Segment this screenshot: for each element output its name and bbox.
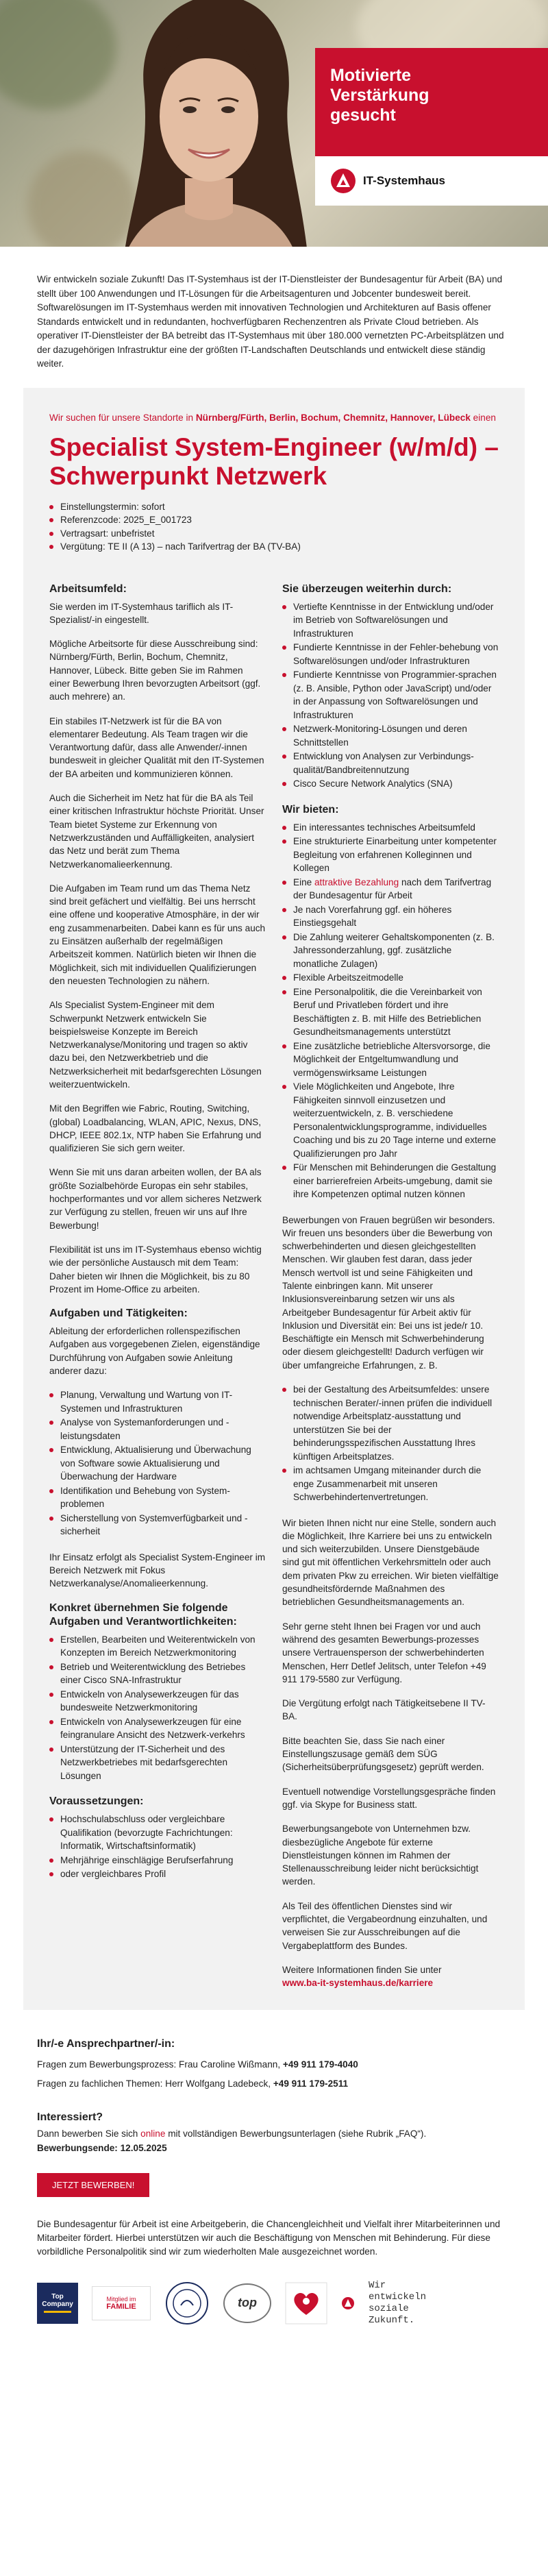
list-item: Eine strukturierte Einarbeitung unter kompetenter Begleitung von erfahrenen Kolleginnen und Kollegen xyxy=(282,835,499,875)
list-item: oder vergleichbares Profil xyxy=(49,1867,266,1881)
list-item: Flexible Arbeitszeitmodelle xyxy=(282,971,499,985)
list-item: Entwickeln von Analysewerkzeugen für eine feingranulare Ansicht des Netzwerk-verkehrs xyxy=(49,1715,266,1742)
list-item: Eine zusätzliche betriebliche Altersvorsorge, die Möglichkeit der Entgeltumwandlung und vermögenswirksame Leistungen xyxy=(282,1040,499,1080)
list-item: Cisco Secure Network Analytics (SNA) xyxy=(282,777,499,791)
benefits-list xyxy=(282,821,499,1201)
paragraph: Als Specialist System-Engineer mit dem Schwerpunkt Netzwerk entwickeln Sie beispielsweise Konzepte im Bereich Netzwerkanalyse/Monitoring und tragen so aktiv dazu bei, den Netzwerkbetrieb und die Netzwerksicherheit mit bedarfsgerechten Lösungen weiterzuentwickeln. xyxy=(49,1000,262,1090)
more-info: Weitere Informationen finden Sie unter www.ba-it-systemhaus.de/karriere xyxy=(282,1964,442,1989)
list-item: Netzwerk-Monitoring-Lösungen und deren Schnittstellen xyxy=(282,722,499,749)
ba-logo-icon xyxy=(341,2296,355,2310)
list-item: Unterstützung der IT-Sicherheit und des Netzwerkbetriebes mit bedarfsgerechten Lösungen xyxy=(49,1743,266,1783)
list-item: Erstellen, Bearbeiten und Weiterentwickeln von Konzepten im Bereich Netzwerkmonitoring xyxy=(49,1633,266,1660)
paragraph: Ableitung der erforderlichen rollenspezifischen Aufgaben aus vorgegebenen Zielen, eigenständige Durchführung von Aufgaben sowie Anleitung anderer dazu: xyxy=(49,1326,260,1377)
section-heading: Konkret übernehmen Sie folgende Aufgaben und Verantwortlichkeiten: xyxy=(49,1602,237,1628)
tasks-list xyxy=(49,1388,266,1538)
list-item: Mehrjährige einschlägige Berufserfahrung xyxy=(49,1854,266,1867)
section-heading: Arbeitsumfeld: xyxy=(49,582,127,595)
section-heading: Interessiert? xyxy=(37,2111,103,2124)
list-item: Für Menschen mit Behinderungen die Gestaltung einer barrierefreien Arbeits-umgebung, damit sie ihre Kompetenzen optimal nutzen können xyxy=(282,1161,499,1201)
list-item: Entwicklung, Aktualisierung und Überwachung von Software sowie Aktualisierung und Überwachung der Hardware xyxy=(49,1443,266,1484)
promo-box xyxy=(315,48,548,206)
list-item: Ein interessantes technisches Arbeitsumfeld xyxy=(282,821,499,835)
paragraph: Sehr gerne steht Ihnen bei Fragen vor und auch während des gesamten Bewerbungs-prozesses unsere Vertrauensperson der schwerbehinderten Menschen, Herr Detlef Jelitsch, unter Telefon +49 911 179-5580 zur Verfügung. xyxy=(282,1621,486,1684)
key-fact: Vertragsart: unbefristet xyxy=(49,527,499,541)
section-heading: Ihr/-e Ansprechpartner/-in: xyxy=(37,2038,175,2050)
paragraph: Ein stabiles IT-Netzwerk ist für die BA von elementarer Bedeutung. Als Team tragen wir die Verantwortung dafür, dass alle Anwender/-innen bundesweit in gleicher Qualität mit den IT-Systemen der BA arbeiten und kommunizieren können. xyxy=(49,715,264,779)
right-column xyxy=(282,582,499,1990)
list-item: Identifikation und Behebung von System-problemen xyxy=(49,1484,266,1511)
paragraph: Mit den Begriffen wie Fabric, Routing, Switching, (global) Loadbalancing, WLAN, APIC, Nexus, DNS, DHCP, IEEE 802.1x, NTP haben Sie Erfahrung und qualifizieren Sie sich gern weiter. xyxy=(49,1103,262,1154)
left-column xyxy=(49,582,266,1990)
list-item: Eine attraktive Bezahlung nach dem Tarifvertrag der Bundesagentur für Arbeit xyxy=(282,876,499,903)
list-item: Fundierte Kenntnisse in der Fehler-behebung von Softwarelösungen und/oder Infrastrukturen xyxy=(282,641,499,667)
list-item: im achtsamen Umgang miteinander durch die enge Zusammenarbeit mit unseren Schwerbehindertenvertretungen. xyxy=(282,1464,499,1504)
paragraph: Flexibilität ist uns im IT-Systemhaus ebenso wichtig wie der persönliche Austausch mit dem Team: Daher bieten wir Ihnen die Möglichkeit, bis zu 80 Prozent im Home-Office zu arbeiten. xyxy=(49,1244,262,1295)
woman-portrait xyxy=(96,0,322,247)
highlight-text: attraktive Bezahlung xyxy=(314,876,399,887)
responsibilities-list xyxy=(49,1633,266,1783)
key-fact: Vergütung: TE II (A 13) – nach Tarifvertrag der BA (TV-BA) xyxy=(49,540,499,554)
list-item: Sicherstellung von Systemverfügbarkeit und -sicherheit xyxy=(49,1512,266,1538)
job-panel xyxy=(23,388,525,2011)
hero-headline: Motivierte Verstärkung gesucht xyxy=(330,66,429,125)
apply-section xyxy=(37,2111,511,2197)
key-fact: Referenzcode: 2025_E_001723 xyxy=(49,513,499,527)
career-link[interactable]: www.ba-it-systemhaus.de/karriere xyxy=(282,1978,434,1989)
heart-icon xyxy=(285,2282,327,2324)
paragraph: Mögliche Arbeitsorte für diese Ausschreibung sind: Nürnberg/Fürth, Berlin, Bochum, Chemnitz, Hannover, Lübeck. Bitte geben Sie im Rahmen einer Bewerbung Ihren bevorzugten Arbeitsort (ggf. auch mehrere) an. xyxy=(49,639,261,702)
contact-line: Fragen zu fachlichen Themen: Herr Wolfgang Ladebeck, +49 911 179-2511 xyxy=(37,2078,349,2089)
paragraph: Sie werden im IT-Systemhaus tariflich als IT-Spezialist/-in eingestellt. xyxy=(49,601,234,625)
section-heading: Aufgaben und Tätigkeiten: xyxy=(49,1308,188,1320)
deadline: Bewerbungsende: 12.05.2025 xyxy=(37,2143,167,2154)
inclusion-list xyxy=(282,1383,499,1504)
section-heading: Sie überzeugen weiterhin durch: xyxy=(282,582,452,595)
paragraph: Ihr Einsatz erfolgt als Specialist System-Engineer im Bereich Netzwerk mit Fokus Netzwerkanalyse/Anomalieerkennung. xyxy=(49,1551,266,1589)
list-item: Analyse von Systemanforderungen und -leistungsdaten xyxy=(49,1416,266,1443)
paragraph: Als Teil des öffentlichen Dienstes sind wir verpflichtet, die Vergabeordnung einzuhalten, und verweisen Sie zur Ausschreibungen auf die Vergabeplattform des Bundes. xyxy=(282,1900,488,1951)
list-item: Betrieb und Weiterentwicklung des Betriebes einer Cisco SNA-Infrastruktur xyxy=(49,1660,266,1687)
list-item: Vertiefte Kenntnisse in der Entwicklung und/oder im Betrieb von Softwarelösungen und Infrastrukturen xyxy=(282,600,499,641)
hero-banner xyxy=(0,0,548,247)
job-title: Specialist System-Engineer (w/m/d) – Schwerpunkt Netzwerk xyxy=(49,432,499,490)
paragraph: Wenn Sie mit uns daran arbeiten wollen, der BA als größte Sozialbehörde Europas ein sehr stabiles, hochperformantes und vor allem sicheres Netzwerk zur Verfügung zu stellen, freuen wir uns auf Ihre Bewerbung! xyxy=(49,1167,262,1231)
list-item: Viele Möglichkeiten und Angebote, Ihre Fähigkeiten sinnvoll einzusetzen und weiterzuentwickeln, z. B. verschiedene Personalentwicklungsprogramme, individuelles Coaching und bis zu 20 Tage interne und externe Qualifizierungen pro Jahr xyxy=(282,1080,499,1160)
brand-name: IT-Systemhaus xyxy=(363,174,445,187)
paragraph: Bewerbungsangebote von Unternehmen bzw. diesbezügliche Angebote für externe Dienstleistungen können im Rahmen der Stellenausschreibung leider nicht berücksichtigt werden. xyxy=(282,1824,479,1887)
award-badges xyxy=(37,2278,511,2329)
paragraph: Die Vergütung erfolgt nach Tätigkeitsebene II TV-BA. xyxy=(282,1698,486,1722)
top-award-badge: top xyxy=(223,2283,271,2323)
list-item: Je nach Vorerfahrung ggf. ein höheres Einstiegsgehalt xyxy=(282,903,499,930)
paragraph: Auch die Sicherheit im Netz hat für die BA als Teil einer kritischen Infrastruktur höchste Priorität. Unser Team bietet Systeme zur Erkennung von Netzwerkzuständen und Auffälligkeiten, analysiert das Netz und berät zum Thema Netzwerkanomalieerkennung. xyxy=(49,793,264,870)
contact-line: Fragen zum Bewerbungsprozess: Frau Caroline Wißmann, +49 911 179-4040 xyxy=(37,2059,358,2070)
apply-text: Dann bewerben Sie sich online mit vollständigen Bewerbungsunterlagen (siehe Rubrik „FAQ“). xyxy=(37,2129,427,2139)
paragraph: Bitte beachten Sie, dass Sie nach einer Einstellungszusage gemäß dem SÜG (Sicherheitsüberprüfungsgesetz) geprüft werden. xyxy=(282,1735,484,1773)
section-heading: Wir bieten: xyxy=(282,803,339,815)
contact-section xyxy=(37,2037,511,2090)
slogan: Wir entwickeln soziale Zukunft. xyxy=(369,2279,427,2326)
phone-number: +49 911 179-2511 xyxy=(273,2078,349,2089)
section-heading: Voraussetzungen: xyxy=(49,1795,144,1808)
paragraph: Wir bieten Ihnen nicht nur eine Stelle, sondern auch die Möglichkeit, Ihre Karriere bei uns zu entwickeln und sich weiterzubilden. Unsere Dienstgebäude sind gut mit öffentlichen Verkehrsmitteln oder auch dem privaten Pkw zu erreichen. Wir bieten vielfältige gesundheitsfördernde Maßnahmen des betrieblichen Gesundheitsmanagements an. xyxy=(282,1517,499,1608)
phone-number: +49 911 179-4040 xyxy=(282,2059,358,2070)
list-item: Fundierte Kenntnisse von Programmier-sprachen (z. B. Ansible, Python oder JavaScript) und/oder in der Anpassung von Softwarelösungen und Infrastrukturen xyxy=(282,668,499,722)
intro-text: Wir entwickeln soziale Zukunft! Das IT-Systemhaus ist der IT-Dienstleister der Bundesagentur für Arbeit (BA) und stellt über 100 Anwendungen und IT-Lösungen für die Arbeitsagenturen und Jobcenter bundesweit bereit. Softwarelösungen im IT-Systemhaus werden mit innovativen Technologien und Architekturen auf Basis offener Standards entwickelt und in redundanten, hochverfügbaren Rechenzentren als Private Cloud betrieben. Als operativer IT-Dienstleister der BA betreibt das IT-Systemhaus mit über 180.000 vernetzten PC-Arbeitsplätzen und der dazugehörigen Infrastruktur eine der größten IT-Landschaften Deutschlands und entwickelt diese ständig weiter. xyxy=(37,274,504,369)
list-item: Eine Personalpolitik, die die Vereinbarkeit von Beruf und Privatleben fördert und ihre Beschäftigten z. B. mit Hilfe des Betrieblichen Gesundheitsmanagements unterstützt xyxy=(282,985,499,1039)
list-item: Hochschulabschluss oder vergleichbare Qualifikation (bevorzugte Fachrichtungen: Informatik, Wirtschaftsinformatik) xyxy=(49,1813,266,1853)
familie-badge: Mitglied im FAMILIE xyxy=(92,2286,151,2320)
online-highlight: online xyxy=(140,2129,166,2139)
apply-button[interactable]: JETZT BEWERBEN! xyxy=(37,2173,149,2197)
paragraph: Eventuell notwendige Vorstellungsgespräche finden ggf. via Skype for Business statt. xyxy=(282,1786,496,1810)
top-company-badge: Top Company xyxy=(37,2283,78,2324)
list-item: Entwicklung von Analysen zur Verbindungs-qualität/Bandbreitennutzung xyxy=(282,750,499,776)
skills-list xyxy=(282,600,499,791)
paragraph: Die Aufgaben im Team rund um das Thema Netz sind breit gefächert und vielfältig. Bei uns herrscht eine offene und kooperative Atmosphäre, in der wir eng zusammenarbeiten. Dabei kann es für uns auch zu Einsätzen außerhalb der regelmäßigen Arbeitszeit kommen. Natürlich bieten wir Ihnen die Möglichkeit, sich mit individuellen Qualifizierungen den neuesten Technologien zu nähern. xyxy=(49,883,266,986)
requirements-list xyxy=(49,1813,266,1881)
closing-text: Die Bundesagentur für Arbeit ist eine Arbeitgeberin, die Chancengleichheit und Vielfalt ihrer Mitarbeiterinnen und Mitarbeiter fördert. Hierbei unterstützen wir auch die Beschäftigung von Menschen mit Behinderung. Für diese vorbildliche Personalpolitik sind wir zum wiederholten Male ausgezeichnet worden. xyxy=(37,2218,501,2257)
brand-logo xyxy=(315,156,548,206)
paragraph: Bewerbungen von Frauen begrüßen wir besonders. Wir freuen uns besonders über die Bewerbung von schwerbehinderten und diesen gleichgestellten Menschen. Wir glauben fest daran, dass jeder Mensch wertvoll ist und seine Fähigkeiten und Talente einbringen kann. Mit unserer Inklusionsvereinbarung setzen wir uns als Arbeitgeber Bundesagentur für Arbeit aktiv für Inklusion und Diversität ein: Bei uns ist jede/r 10. Beschäftigte ein Mensch mit Schwerbehinderung oder diesem gleichgestellt! Dadurch verfügen wir über umfangreiche Erfahrungen, z. B. xyxy=(282,1214,495,1371)
key-facts-list xyxy=(49,500,499,554)
ba-logo-icon xyxy=(330,168,356,194)
seal-icon xyxy=(164,2281,210,2326)
list-item: Entwickeln von Analysewerkzeugen für das bundesweite Netzwerkmonitoring xyxy=(49,1688,266,1715)
list-item: Die Zahlung weiterer Gehaltskomponenten (z. B. Jahressonderzahlung, ggf. zusätzliche monatliche Zulagen) xyxy=(282,931,499,971)
list-item: Planung, Verwaltung und Wartung von IT-Systemen und Infrastrukturen xyxy=(49,1388,266,1415)
location-line: Wir suchen für unsere Standorte in Nürnberg/Fürth, Berlin, Bochum, Chemnitz, Hannover, Lübeck einen xyxy=(49,412,496,423)
list-item: bei der Gestaltung des Arbeitsumfeldes: unsere technischen Berater/-innen prüfen die individuell notwendige Arbeitsplatz-ausstattung und unterstützen Sie bei der behinderungsspezifischen Ausstattung Ihres künftigen Arbeitsplatzes. xyxy=(282,1383,499,1463)
key-fact: Einstellungstermin: sofort xyxy=(49,500,499,514)
